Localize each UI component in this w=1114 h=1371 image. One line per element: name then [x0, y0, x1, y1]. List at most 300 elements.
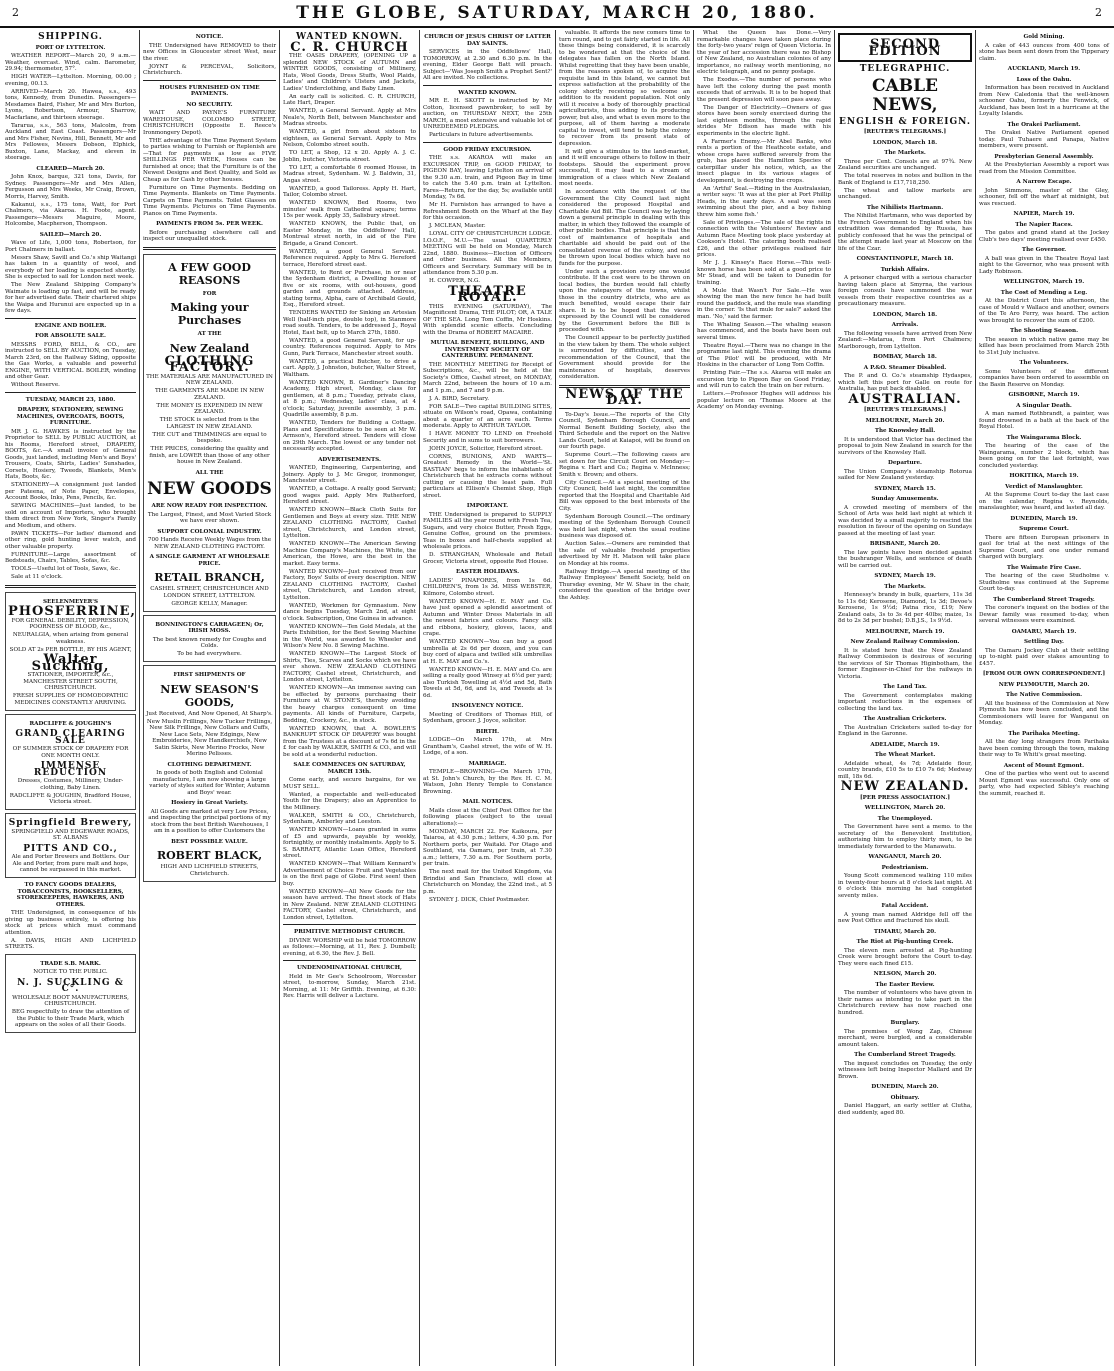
- paragraph: Daniel Haggart, an early settler at Clutha, died suddenly, aged 80.: [838, 1103, 972, 1116]
- paragraph: WANTED, Workmen for Gymnasium. New dance begins Tuesday, March 2nd, at eight o'clock. Subscription, One Guinea in advance.: [283, 602, 416, 622]
- column-1: [2, 30, 139, 1366]
- ad-line: CASHEL STREET, CHRISTCHURCH AND LONDON STREET, LYTTELTON.: [150, 586, 269, 599]
- paragraph: John Simmons, master of the Gley, schooner, fell off the wharf at midnight, but was rescued.: [979, 187, 1109, 207]
- ad-line: The Largest, Finest, and Most Varied Stock we have ever shown.: [147, 511, 272, 524]
- ad-line: FIRST SHIPMENTS OF: [173, 672, 246, 678]
- paragraph: The season in which native game may be killed has been proclaimed from March 25th to 31st July inclusive.: [979, 336, 1109, 356]
- dateline: OAMARU, March 19.: [1011, 628, 1077, 635]
- dateline: DUNEDIN, March 19.: [1010, 515, 1078, 522]
- paragraph: Kakanui, s.s., 175 tons, Watt, for Port Chalmers, via Akaroa. H. Foote, agent. Passengers—Messrs Maguire, Moore, Holcombe, Macpherson, Thompson.: [5, 201, 136, 227]
- dateline: WANGANUI, March 20.: [868, 854, 942, 860]
- subheading: NO SECURITY.: [186, 101, 233, 108]
- subheading: ADVERTISEMENTS.: [318, 456, 381, 463]
- paragraph: WANTED, a good General Servant, for up-country. References required. Apply to Mrs Gunn, Park Terrace, Manchester street south.: [283, 337, 416, 357]
- ad-line: In goods of both English and Colonial manufacture, I am now showing a large variety of styles suited for Winter, Autumn and Boys' wear.: [149, 770, 270, 796]
- paragraph: D. STRANGHAN, Wholesale and Retail Grocer, Victoria street, opposite Red House.: [423, 552, 552, 565]
- dateline: BOMBAY, March 18.: [873, 354, 937, 360]
- subheading: [PER PRESS ASSOCIATION.]: [859, 794, 950, 801]
- subheading: UNDENOMINATIONAL CHURCH,: [297, 965, 402, 971]
- subheading: Departure.: [888, 460, 922, 466]
- dateline: DUNEDIN, March 20.: [871, 1084, 939, 1090]
- subheading: Sunday Amusements.: [871, 496, 939, 502]
- divider: [423, 142, 552, 143]
- paragraph: STATIONERY—A consignment just landed per Pateena, of Note Paper, Envelopes, Account Books, Inks, Pens, Pencils, &c.: [5, 482, 136, 501]
- ad-title: NEW SEASON'S GOODS,: [160, 682, 259, 709]
- second-edition-banner: [838, 33, 972, 62]
- ad-line: SOLD AT 2s PER BOTTLE, BY HIS AGENT,: [9, 646, 132, 653]
- paragraph: At the Presbyterian Assembly a report was read from the Mission Committee.: [979, 162, 1109, 175]
- divider: [5, 392, 136, 393]
- subheading: CLEARED—March 20.: [36, 165, 105, 172]
- paragraph: Printing Fair.—The s.s. Akaroa will make an excursion trip to Pigeon Bay on Good Friday, and will run to catch the train on her return.: [697, 370, 831, 389]
- subheading: The Australian Cricketers.: [863, 716, 947, 722]
- dateline: ADELAIDE, March 19.: [870, 741, 940, 748]
- subheading: NOTICE.: [195, 34, 224, 40]
- paragraph: WANTED KNOWN—You can buy a good umbrella at 2s 6d per dozen, and you can buy cord of alpaca and twilled silk umbrellas at H. E. MAY and Co.'s.: [423, 639, 552, 665]
- page-number-right: 2: [1095, 6, 1102, 19]
- paragraph: THE OASIS DRAPERY, (OPENING UP a splendid NEW STOCK of AUTUMN and WINTER GOODS, consisting of Millinery, Hats, Wool Goods, Dress Stuffs, Wool Plaids, Ladies' and Children's Ulsters and Jackets, Ladies' Underclothing, and Baby Linen.: [283, 53, 416, 92]
- dateline: WELLINGTON, March 20.: [864, 805, 946, 811]
- paragraph: The Nihilist Hartmann, who was deported by the French Government to England when his extradition was demanded by Russia, has publicly confessed that he was the principal of the attempt made last year at Moscow on the life of the Czar.: [838, 213, 972, 252]
- advertisement-brewery: [5, 813, 136, 878]
- subheading: The Markets.: [884, 583, 926, 590]
- ad-line: New Muslin Frillings, New Tucker Frillings, New Silk Frillings, New Collars and Cuffs, New Lace Sets, New Edgings, New Embroideries, New Handkerchiefs, New Satin Skirts, New Merino Frocks, New Merino Pelisses.: [146, 718, 273, 757]
- subheading: The Waingarama Block.: [1006, 434, 1082, 441]
- news-heading: NEWS OF THE DAY.: [565, 386, 684, 408]
- paragraph: Sydenham Borough Council.—The ordinary meeting of the Sydenham Borough Council was held last night, when the usual routine business was disposed of.: [559, 513, 690, 539]
- paragraph: The coroner's inquest on the bodies of the Dewar family was resumed to-day, when several witnesses were examined.: [979, 605, 1109, 624]
- dateline: LONDON, March 18.: [872, 139, 938, 146]
- paragraph: Auction Sales.—Owners are reminded that the sale of valuable freehold properties advertised by Mr H. Matson will take place on Monday at his rooms.: [559, 541, 690, 567]
- dateline: BRISBANE, March 20.: [869, 541, 941, 547]
- paragraph: At the District Court this afternoon, the case of Mould v Wallace and another, owners of the Te Aro Ferry, was heard. The action was brought to recover the sum of £200.: [979, 298, 1109, 324]
- paragraph: WANTED, a good General Servant. Reference required. Apply to Mrs G. Hereford terrace, Hereford street east.: [283, 248, 416, 268]
- subheading: TO FANCY GOODS DEALERS, TOBACCONISTS, BOOKSELLERS, STOREKEEPERS, HAWKERS, AND OTHERS.: [16, 882, 125, 908]
- paragraph: valuable. It affords the new comers time to turn round, and to get fairly started in life. All these things being considered, it is scarcely to be wondered at that the choice of the delegates has fallen on the North Island. Whilst regretting that they have been unable, from the reasons spoken of, to acquire the requisite land in this Island, we cannot but express satisfaction at the probability of the colony shortly receiving so welcome an addition to its resident population. Not only will it receive a body of thoroughly practical agriculturists, thus adding to its producing power, but also, and what is even more to the purpose, all of them having a moderate capital to invest, will tend to help the colony to recover from its present state of depression.: [559, 30, 690, 147]
- paragraph: It is understood that Victor has declined the proposal to join New Zealand in search for the survivors of the Knowsley Hall.: [838, 436, 972, 456]
- divider: [423, 85, 552, 86]
- ad-title: PHOSFERRINE,: [8, 604, 136, 619]
- paragraph: TEMPLE—BROWNING—On March 17th, at St. John's Church, by the Rev. H. C. M. Watson, John Henry Temple to Constance Browning.: [423, 769, 552, 795]
- subheading: EASTER HOLIDAYS.: [455, 569, 520, 575]
- subheading: New Zealand Railway Commission.: [850, 639, 960, 645]
- ad-line: HIGH AND LICHFIELD STREETS, Christchurch.: [160, 864, 259, 877]
- subheading: Arrivals.: [891, 322, 919, 328]
- dateline: SYDNEY, March 19.: [874, 573, 936, 579]
- ad-title: N. J. SUCKLING & C°.: [17, 977, 124, 994]
- paragraph: WANTED, a Cottage. A really good Servant; good wages paid. Apply Mrs Rutherford, Hereford street.: [283, 486, 416, 505]
- section-heading: CABLE NEWS,: [872, 75, 938, 115]
- ad-line: THE GARMENTS ARE MADE IN NEW ZEALAND.: [154, 388, 265, 401]
- ad-line: THE STOCK is selected from is the LARGEST IN NEW ZEALAND.: [159, 417, 260, 430]
- paragraph: WANTED KNOWN—The American Sewing Machine Company's Machines, the White, the American, the Howe, are the best in the market. Easy terms.: [283, 541, 416, 567]
- dateline: LONDON, March 18.: [872, 311, 938, 318]
- subheading: [REUTER'S TELEGRAMS.]: [863, 407, 947, 413]
- subheading: C. R. CHURCH: [290, 39, 409, 55]
- paragraph: The Council appear to be perfectly justified in the view taken by them. The whole subject is surrounded by difficulties, and the recommendation of the Council, that the Government should provide for the maintenance of hospitals, deserves consideration.: [559, 335, 690, 380]
- advertisement-clearing-sale: [5, 714, 136, 811]
- paragraph: Letters.—Professor Hughes will address his popular lecture on 'Thomas Moore at the Academy' on Monday evening.: [697, 391, 831, 410]
- subheading: The Orakei Parliament.: [1007, 121, 1081, 128]
- paragraph: J. MCLEAN, Master.: [429, 223, 486, 229]
- paragraph: It is stated here that the New Zealand Railway Commission is desirous of securing the services of Sir Thomas Higinbotham, the former Engineer-in-Chief for the railways in Victoria.: [838, 647, 972, 680]
- subheading: Pedestrianism.: [881, 864, 929, 871]
- paragraph: Adelaide wheat, 4s 7d; Adelaide flour, country brands, £10 5s to £10 7s 6d; Medway mill, 18s 6d.: [838, 760, 972, 780]
- column-2: [139, 30, 279, 1366]
- ad-title: Walter Suckling,: [31, 652, 110, 674]
- ad-title: RETAIL BRANCH,: [154, 571, 265, 584]
- ad-line: THE MATERIALS ARE MANUFACTURED IN NEW ZEALAND.: [146, 373, 273, 386]
- paragraph: J. A. BIRD, Secretary.: [429, 395, 490, 402]
- ad-line: AT THE: [197, 331, 222, 337]
- paragraph: WANTED KNOWN—That William Kennard's Advertisement of Choice Fruit and Vegetables is on the first page of Globe. First seen! then buy.: [283, 861, 416, 887]
- paragraph: A man named Rothbrandt, a painter, was found drowned in a bath at the back of the Royal Hotel.: [979, 411, 1109, 430]
- subheading: The Unemployed.: [877, 815, 933, 822]
- paragraph: THE advantage of the Time Payment System to parties wishing to Furnish or Replenish are—That for payments as low as FIVE SHILLINGS PER WEEK, Houses can be furnished at once; that the Furniture is of the Newest Designs and Best Quality, and Sold as Cheap as for Cash by other houses.: [143, 137, 276, 183]
- paragraph: LADIES' PINAFORES, from 1s 6d. CHILDREN'S, from 1s 3d. MISS WEBSTER, Kilmore, Colombo street.: [423, 577, 552, 597]
- subheading: DRAPERY, STATIONERY, SEWING MACHINES, OVERCOATS, BOOTS, FURNITURE.: [16, 407, 125, 426]
- subheading: Presbyterian General Assembly.: [994, 153, 1094, 160]
- ad-line: Just Received, And Now Opened, At Sharp's.: [146, 710, 273, 717]
- subheading: HOUSES FURNISHED ON TIME PAYMENTS.: [159, 84, 260, 97]
- paragraph: Young Scott commenced walking 110 miles in twenty-four hours at 8 o'clock last night. At 6 o'clock this morning he had completed seventy miles.: [838, 873, 972, 899]
- paragraph: THE MONTHLY MEETING for Receipt of Subscriptions, &c., will be held at the Society's Office, Cashel street, on MONDAY, March 22nd, between the hours of 10 a.m. and 1 p.m., and 7 and 9 p.m.: [423, 361, 552, 394]
- subheading: Verdict of Manslaughter.: [1005, 483, 1083, 490]
- paragraph: All the day long strangers from Parihaka have been coming through the town, making their way to Te Whiti's great meeting.: [979, 739, 1109, 758]
- section-heading: TELEGRAPHIC.: [859, 64, 951, 74]
- paragraph: H. COWPER, N.G.: [429, 278, 481, 284]
- paragraph: The hearing of the case of the Waingarama, number 2 block, which has been going on for the last fortnight, was concluded yesterday.: [979, 443, 1109, 469]
- paragraph: Railway Bridge.—A special meeting of the Railway Employees' Benefit Society, held on Thursday evening, Mr W. Shaw in the chair, considered the question of the bridge over the Ashley.: [559, 568, 690, 601]
- paragraph: Tararua, s.s., 563 tons, Malcolm, from Auckland and East Coast. Passengers—Mr and Mrs Fisher, Nevins, Hill, Bennett, Mr and Mrs Fellowes, Messrs Dobson, Elphick, Buxton, Lane, Mackay, and eleven in steerage.: [5, 122, 136, 161]
- subheading: GOOD FRIDAY EXCURSION.: [443, 146, 532, 153]
- ad-line: ALL THE: [195, 469, 224, 476]
- paragraph: An 'Artful' Seal.—Riding in the Australasian, a writer says: 'It was at the pier at Port Phillip Heads, in the early days. A seal was seen swimming about the pier, and a boy fishing threw him some fish.': [697, 185, 831, 218]
- paragraph: The Australian Cricketers sailed to-day for England in the Garonne.: [838, 724, 972, 737]
- paragraph: WANTED KNOWN—H. E. MAY and Co. are selling a really good Winsey at 6½d per yard; also Turkish Towelling at 4½d and 5d, Bath Towels at 5d, 6d, and 1s, and Tweeds at 1s 6d.: [423, 666, 552, 699]
- divider: [5, 585, 136, 588]
- paragraph: Furniture on Time Payments. Bedding on Time Payments. Blankets on Time Payments. Carpets on Time Payments. Toilet Glasses on Time Payments. Pictures on Time Payments. Pianos on Time Payments.: [143, 184, 276, 217]
- ad-title: Making your Purchases: [170, 301, 249, 327]
- advertisement-clothing-factory: [143, 254, 276, 612]
- ad-line: THE PRICES, considering the quality and finish, are LOWER than those of any other house in New Zealand.: [149, 446, 270, 465]
- paragraph: The next mail for the United Kingdom, via Brindisi and San Francisco, will close at Christchurch on Monday, the 22nd inst., at 5 p.m.: [423, 869, 552, 895]
- paragraph: In accordance with the request of the Government the City Council last night considered the proposed Hospital and Charitable Aid Bill. The Council was by laying down a general principle in dealing with this matter, in which they followed the example of other public bodies. That principle is that the cost of maintenance of hospitals and charitable aid should be paid out of the consolidated revenue of the colony, and not be thrown upon local bodies which have no funds for the purpose.: [559, 189, 690, 267]
- paragraph: Held in Mr Gee's Schoolroom, Worcester street, to-morrow, Sunday, March 21st. Morning, at 11: Mr Griffith. Evening, at 6.30: Rev. Harris will deliver a Lecture.: [283, 973, 416, 999]
- paragraph: JOYNT & PERCEVAL, Solicitors, Christchurch.: [143, 63, 276, 76]
- paragraph: The premises of Wong Zap, Chinese merchant, were burgled, and a considerable amount taken.: [838, 1028, 972, 1048]
- subheading: PRIMITIVE METHODIST CHURCH.: [294, 929, 405, 935]
- subheading: The Cumberland Street Tragedy.: [993, 596, 1095, 603]
- subheading: BIRTH.: [475, 728, 500, 735]
- subheading: Ascent of Mount Egmont.: [1003, 762, 1085, 769]
- ad-title: NEW GOODS: [147, 479, 272, 499]
- paragraph: WANTED KNOWN, that A. BOWLER'S BANKRUPT STOCK OF DRAPERY was bought from the Trustees at a discount of 7s 6d in the £ for cash by WALKER, SMITH & CO., and will be sold at a wonderful reduction.: [283, 725, 416, 758]
- paragraph: The total reserves in notes and bullion in the Bank of England is £17,718,250.: [838, 173, 972, 186]
- subheading: A P.&O. Steamer Disabled.: [863, 364, 947, 371]
- paragraph: Under such a provision every one would contribute. If the cost were to be thrown on local bodies, the burden would fall chiefly upon the ratepayers of the towns, whilst those in the country districts, who are as much benefited, would escape their fair share. It is to be hoped that the views expressed by the Council will be considered by the Government before the Bill is proceeded with.: [559, 268, 690, 333]
- subheading: PORT OF LYTTELTON.: [35, 44, 106, 51]
- paragraph: Some Volunteers of the different companies have been ordered to assemble on the Basin Reserve on Monday.: [979, 368, 1109, 388]
- subheading: MARRIAGE.: [468, 760, 507, 767]
- paragraph: Sale of Privileges.—The sale of the rights in connection with the Volunteers' Review and Autumn Race Meeting took place yesterday at Cookson's Hotel. The catering booth realised £26, and the other privileges realised fair prices.: [697, 219, 831, 258]
- paragraph: The New Zealand Shipping Company's Waimate is loading up fast, and will be ready for her advertised date. Their chartered ships the Waipa and Hurunui are expected up in a few days.: [5, 282, 136, 314]
- ad-title: PITTS AND CO.,: [23, 843, 118, 854]
- paragraph: Without Reserve.: [11, 382, 60, 388]
- paragraph: An early call is solicited. C. R. CHURCH, Late Hart, Draper.: [283, 93, 416, 106]
- column-4: [419, 30, 555, 1366]
- subheading: A Narrow Escape.: [1016, 179, 1072, 185]
- paragraph: Come early, and secure bargains, for we MUST SELL.: [283, 777, 416, 790]
- paragraph: Mr J. J. Kinsey's Race Horse.—This well-known horse has been sold at a good price to Mr Stead, and will be taken to Dunedin for training.: [697, 260, 831, 286]
- paragraph: WEATHER REPORT—March 20, 9 a.m.—Weather, overcast. Wind, calm. Barometer, 29.94; thermometer, 57°.: [5, 53, 136, 72]
- ad-line: OF SUMMER STOCK OF DRAPERY FOR ONE MONTH ONLY.: [12, 746, 129, 759]
- subheading: TUESDAY, MARCH 23, 1880.: [25, 396, 116, 403]
- subheading: Burglary.: [890, 1020, 920, 1026]
- paragraph: The Oamaru Jockey Club at their settling up to-night paid over stakes amounting to £457.: [979, 647, 1109, 667]
- ad-line: SUPPORT COLONIAL INDUSTRY.: [157, 528, 262, 535]
- subheading: Gold Mining.: [1023, 34, 1065, 40]
- advertisement-phosferrine: [5, 592, 136, 711]
- subheading: The Land Tax.: [883, 684, 927, 690]
- section-heading: AUSTRALIAN.: [848, 391, 962, 407]
- paragraph: DIVINE WORSHIP will be held TOMORROW as follows:—Morning, at 11, Rev. J. Dumbell; evening, at 6.30, the Rev. J. Bell.: [283, 937, 416, 957]
- paragraph: WANTED KNOWN—An immense saving can be effected by persons purchasing their Furniture at W. STONE'S, thereby avoiding the heavy charges consequent on time payments. All kinds of Furniture, Carpets, Bedding, Crockery, &c., in stock.: [283, 685, 416, 724]
- paragraph: FOR SALE—Two capital BUILDING SITES, situate on Wilson's road, Opawa, containing about a quarter of an acre each. Terms moderate. Apply to ARTHUR TAYLOR.: [423, 403, 552, 429]
- paragraph: A Farmer's Enemy.—Mr Abel Banks, who rents a portion of the Heathcote estate, and whose crops have suffered severely from the grub, has placed the Hamilton Species of caterpillar under his notice, which, as the insect plague in its various stages of development, is destroying the crops.: [697, 138, 831, 184]
- paragraph: John Knox, barque, 321 tons, Davis, for Sydney. Passengers—Mr and Mrs Allen, Fergusson and Mrs Weeks, Mr Craig, Brown, Morris, Harvey, Smith.: [5, 174, 136, 200]
- paragraph: WANTED, Engineering, Carpentering, and Joinery. Apply to J. Mc Gregor, ironmonger, Manchester street.: [283, 465, 416, 484]
- paragraph: Particulars in future advertisements.: [429, 132, 534, 138]
- subheading: A Singular Death.: [1016, 402, 1072, 409]
- dateline: NELSON, March 20.: [873, 971, 937, 977]
- ad-line: To be had everywhere.: [177, 651, 242, 657]
- paragraph: WANTED KNOWN—The Largest Stock of Shirts, Ties, Scarves and Socks which we have ever shown. NEW ZEALAND CLOTHING FACTORY, Cashel street, Christchurch, and London street, Lyttelton.: [283, 651, 416, 683]
- ad-line: Ale and Porter Brewers and Bottlers. Our Ale and Porter, from pure malt and hops, cannot be surpassed in this market.: [11, 854, 130, 873]
- subheading: The Native Commission.: [1005, 692, 1083, 698]
- ad-line: CLOTHING DEPARTMENT.: [167, 761, 252, 768]
- dateline: MELBOURNE, March 19.: [865, 628, 945, 635]
- paragraph: TO LET, a comfortable 6 roomed House, in Madras street, Sydenham. W. J. Baldwin, 31, Angas street.: [283, 164, 416, 184]
- paragraph: Three per Cent. Consols are at 97¾. New Zealand securities are unchanged.: [838, 158, 972, 171]
- paragraph: WANTED KNOWN—All New Goods for the season have arrived. The finest stock of Hats in New Zealand. NEW ZEALAND CLOTHING FACTORY, Cashel street, Christchurch, and London street, Lyttelton.: [283, 888, 416, 921]
- paragraph: WANTED, a girl from about sixteen to eighteen, as General Servant. Apply to Mrs Nelson, Colombo street south.: [283, 129, 416, 148]
- paragraph: Supreme Court.—The following cases are set down for the Circuit Court on Monday:—Regina v. Hart and Co.; Regina v. McInness; Smith v. Brown; and others.: [559, 452, 690, 478]
- paragraph: The eleven men arrested at Pig-hunting Creek were brought before the Court to-day. They were each fined £15.: [838, 947, 972, 967]
- paragraph: WANTED KNOWN—H. E. MAY and Co. have just opened a splendid assortment of Autumn and Winter Dress Materials in all the newest fabrics and colours. Fancy silk and ribbons, hosiery, gloves, laces, and crape.: [423, 598, 552, 637]
- paragraph: Information has been received in Auckland from New Caledonia that the well-known schooner Oahu, formerly the Fenwick, of Auckland, has been lost in a hurricane at the Loyalty Islands.: [979, 85, 1109, 117]
- paragraph: WANTED KNOWN, the Public that, on Easter Monday, in the Oddfellows' Hall, Montreal street north, in aid of the Fire Brigade, a Grand Concert.: [283, 221, 416, 247]
- paragraph: The Danger of Electricity.—Owners of gas stores have been sorely exercised during the last eighteen months, through the rapid strides Mr Edison has made with his experiments in the electric light.: [697, 104, 831, 137]
- dateline: CONSTANTINOPLE, March 18.: [856, 256, 954, 262]
- subheading: The Riot at Pig-hunting Creek.: [856, 939, 954, 945]
- advertisement-carrageen: [143, 615, 276, 663]
- paragraph: The Government contemplates making important reductions in the expenses of collecting the land tax.: [838, 692, 972, 712]
- ad-line: GEORGE KELLY, Manager.: [171, 600, 248, 607]
- paragraph: A prisoner charged with a serious character having taken place at Smyrna, the various foreign consuls have summoned the war vessels from their respective countries as a precautionary measure.: [838, 275, 972, 307]
- subheading: The Nihilists Hartmann.: [866, 204, 944, 211]
- paragraph: PAWN TICKETS—For ladies' diamond and other ring, gold hunting lever watch, and other valuable property.: [5, 530, 136, 550]
- ad-title: GRAND CLEARING SALE: [15, 729, 126, 746]
- ad-line: All Goods are marked at very Low Prices, and inspecting the principal portions of my stock from the best British Warehouses, I am in a position to offer Customers the: [148, 808, 271, 834]
- divider: [283, 960, 416, 961]
- paragraph: WANTED, a General Servant. Apply at Mrs Neale's, North Belt, between Manchester and Madras streets.: [283, 108, 416, 127]
- ad-title: A FEW GOOD REASONS: [168, 260, 251, 287]
- paragraph: The wheat and tallow markets are unchanged.: [838, 187, 972, 200]
- subheading: The Knowsley Hall.: [874, 428, 936, 434]
- ad-line: FOR: [202, 290, 217, 297]
- ad-line: THE CUT and TRIMMINGS are equal to bespoke.: [152, 431, 267, 444]
- ad-line: BEST POSSIBLE VALUE.: [171, 838, 248, 845]
- paragraph: TO LET, a Shop, 12 x 20. Apply A. J. C. Joblin, butcher, Victoria street.: [283, 150, 416, 163]
- page-number: 2: [12, 6, 19, 19]
- paragraph: THE Undersigned, in consequence of his giving up business entirely, is offering his stock at prices which must command attention.: [5, 910, 136, 936]
- newspaper-title: THE GLOBE, SATURDAY, MARCH 20, 1880.: [296, 3, 818, 23]
- paragraph: Wave of Life, 1,000 tons, Robertson, for Port Chalmers in ballast.: [5, 240, 136, 253]
- subheading: PAYMENTS FROM 5s. PER WEEK.: [156, 221, 263, 227]
- ad-line: RADCLIFFE & JOUGHIN, Bradford House, Victoria street.: [9, 792, 132, 805]
- subheading: The Waimate Fire Case.: [1006, 564, 1082, 571]
- ad-title: ROBERT BLACK,: [156, 849, 263, 862]
- subheading: [REUTER'S TELEGRAMS.]: [863, 129, 947, 135]
- ad-line: The best known remedy for Coughs and Colds.: [152, 636, 267, 649]
- masthead: [0, 0, 1114, 28]
- trade-mark: TRADE S.B. MARK.: [40, 960, 101, 967]
- paragraph: MR E. H. SKOTT is instructed by Mr Cotton, licensed pawnbroker, to sell by auction, on THURSDAY NEXT, the 25th MARCH, a most extensive and valuable lot of UNREDEEMED PLEDGES.: [423, 98, 552, 130]
- paragraph: The hearing of the case Studholme v. Studholme was continued at the Supreme Court to-day.: [979, 573, 1109, 592]
- section-heading: NEW ZEALAND.: [840, 779, 970, 794]
- paragraph: WALKER, SMITH & CO., Christchurch, Sydenham, Amberley and Leeston.: [283, 812, 416, 825]
- ad-line: NOTICE TO THE PUBLIC.: [33, 969, 108, 975]
- paragraph: A. DAVIS, HIGH AND LICHFIELD STREETS.: [5, 937, 136, 950]
- ad-title: CLOTHING FACTORY.: [164, 353, 255, 375]
- subheading: Fatal Accident.: [881, 903, 929, 909]
- paragraph: The Union Company's steamship Rotorua sailed for New Zealand yesterday.: [838, 468, 972, 481]
- paragraph: LODGE—On March 17th, at Mrs Grantham's, Cashel street, the wife of W. H. Lodge, of a son.: [423, 737, 552, 756]
- paragraph: The gates and grand stand at the Jockey Club's two days' meeting realised over £450.: [979, 230, 1109, 243]
- subheading: MUTUAL BENEFIT, BUILDING, AND INVESTMENT SOCIETY OF CANTERBURY. PERMANENT.: [430, 340, 545, 359]
- ad-line: Dresses, Costumes, Millinery, Under-clothing, Baby Linen.: [17, 778, 124, 791]
- column-5: [555, 30, 693, 1366]
- paragraph: MESSRS FORD, BELL, & CO., are instructed to SELL BY AUCTION, on Tuesday, March 23rd, on the Railway Siding, opposite the Gas Works, a valuable and powerful ENGINE, WITH VERTICAL BOILER, winding and other Gear.: [5, 341, 136, 380]
- subheading: SAILED—March 20.: [39, 231, 102, 238]
- column-3: [279, 30, 419, 1366]
- subheading: The Cost of Mending a Leg.: [1000, 289, 1088, 296]
- paragraph: TENDERS WANTED for Sinking an Artesian Well (half-inch pipe, double top), in Stanmore road south. Tenders, to be addressed J., Royal Hotel, East belt, up to March 27th, 1880.: [283, 310, 416, 336]
- paragraph: ARRIVED—March 20. Hawea, s.s., 493 tons, Kennedy, from Dunedin. Passengers—Mesdames Baird, Fisher, Mr and Mrs Burton, Lyons, Robertson, Armour, Sharrow, Macfarlane, and thirteen steerage.: [5, 88, 136, 121]
- paragraph: WAIT AND PAYNE'S FURNITURE WAREHOUSE, COLOMBO STREET, CHRISTCHURCH (Opposite E. Reece's Ironmongery Depot).: [143, 110, 276, 136]
- edition-heading: SECOND EDITION: [868, 37, 942, 59]
- paragraph: WANTED KNOWN, B. Gardiner's Dancing Academy, High street, Monday, class for gentlemen, at 8 p.m.; Tuesday, private class, at 8 p.m.; Wednesday, ladies' class, at 4 o'clock; Saturday, juvenile assembly, 3 p.m. Quadrille assembly, 8 p.m.: [283, 379, 416, 418]
- subheading: The Shooting Season.: [1009, 328, 1079, 334]
- ad-line: STATIONER, IMPORTER, &c., MANCHESTER STREET SOUTH, CHRISTCHURCH.: [23, 672, 118, 691]
- advertisement-new-goods: [143, 665, 276, 882]
- paragraph: Mails close at the Chief Post Office for the following places (subject to the usual alterations):—: [423, 807, 552, 827]
- subheading: The Easter Review.: [875, 981, 935, 988]
- paragraph: LOYAL CITY OF CHRISTCHURCH LODGE. I.O.O.F., M.U.—The usual QUARTERLY MEETING will be held on Monday, March 22nd, 1880. Business—Election of Officers and other business. All the Members, Officers and Secretary. Summary will be in attendance from 5.30 p.m.: [423, 231, 552, 276]
- subheading: INSOLVENCY NOTICE.: [451, 703, 524, 709]
- divider: [283, 924, 416, 925]
- paragraph: A young man named Aldridge fell off the new Post Office and fractured his skull.: [838, 911, 972, 924]
- subheading: Obituary.: [890, 1094, 920, 1101]
- section-heading: WANTED KNOWN.: [295, 32, 404, 42]
- subheading: Supreme Court.: [1019, 526, 1069, 532]
- paragraph: SERVICES in the Oddfellows' Hall, TOMORROW, at 2.30 and 6.30 p.m. In the evening, Elder George Batt will preach. Subject—'Was Joseph Smith a Prophet Sent?' All are invited. No collections.: [423, 49, 552, 81]
- paragraph: WANTED KNOWN, Bed Rooms, two minutes' walk from Cathedral square; terms 15s per week. Apply 35, Salisbury street.: [283, 200, 416, 219]
- paragraph: Theatre Royal.—There was no change in the programme last night. This evening the drama of 'The Pilot' will be produced, with Mr Hoskins in the character of Long Tom Coffin.: [697, 342, 831, 368]
- paragraph: The Exodus.—The number of persons who have left the colony during the past month exceeds that of arrivals. It is to be hoped that the present depression will soon pass away.: [697, 77, 831, 103]
- subheading: The Markets.: [884, 150, 926, 156]
- dateline: SYDNEY, March 15.: [874, 485, 936, 492]
- paragraph: WANTED KNOWN—Black Cloth Suits for Gentlemen and Boys at every size. THE NEW ZEALAND CLOTHING FACTORY, Cashel street, Christchurch, and London street, Lyttelton.: [283, 507, 416, 539]
- paragraph: The inquest concludes on Tuesday, the only witnesses left being Inspector Mallard and Dr Brown.: [838, 1060, 972, 1080]
- ad-line: SPRINGFIELD AND EDGEWARE ROADS, ST. ALBANS: [11, 828, 130, 841]
- section-heading: ENGLISH & FOREIGN.: [839, 116, 971, 127]
- ad-line: 700 Hands Receive Weekly Wages from the NEW ZEALAND CLOTHING FACTORY.: [147, 537, 272, 550]
- column-6: [693, 30, 834, 1366]
- dateline: WELLINGTON, March 19.: [1003, 279, 1085, 285]
- subheading: The Napier Races.: [1015, 221, 1073, 228]
- paragraph: Meeting of Creditors of Thomas Hill, of Sydenham, grocer. J. Joyce, solicitor.: [423, 711, 552, 724]
- subheading: ENGINE AND BOILER.: [34, 322, 107, 329]
- subheading: MAIL NOTICES.: [462, 799, 513, 805]
- ad-title: BONNINGTON'S CARRAGEEN; Or, IRISH MOSS.: [155, 621, 264, 634]
- ad-line: NEURALGIA, when arising from general weakness.: [12, 632, 129, 645]
- paragraph: Mr H. Furniston has arranged to have a Refreshment Booth on the Wharf at the Bay for this occasion.: [423, 202, 552, 221]
- dateline: MELBOURNE, March 20.: [865, 417, 945, 424]
- ad-line: FOR GENERAL DEBILITY, DEPRESSION, POORNESS OF BLOOD, &c.,: [11, 617, 130, 630]
- paragraph: There are fifteen European prisoners in gaol for trial at the next sittings of the Supreme Court, and one under remand charged with burglary.: [979, 534, 1109, 560]
- subheading: IMPORTANT.: [466, 503, 509, 509]
- paragraph: Messrs Shaw, Savill and Co.'s ship Waitangi has taken in a quantity of wool, and everybody of her loading is expected shortly. She is expected to sail for London next week.: [5, 254, 136, 280]
- paragraph: THIS EVENING (SATURDAY), The Magnificent Drama, THE PILOT; OR, A TALE OF THE SEA. Long Tom Coffin, Mr Hoskins. With splendid scenic effects. Concluding with the Drama of ROBERT MACAIRE.: [423, 303, 552, 336]
- paragraph: HIGH WATER—Lyttelton. Morning, 00.00 ; evening, 00.13.: [5, 74, 136, 87]
- subheading: The Volunteers.: [1019, 360, 1069, 366]
- paragraph: MR J. G. HAWKES is instructed by the Proprietor to SELL by PUBLIC AUCTION, at his Rooms, Hereford street, DRAPERY, BOOTS, &c.—A small invoice of General Goods, just landed, including Men's and Boys' Trousers, Coats, Shirts, Ladies' Sunshades, Corsets, Hosiery, Tweeds, Blankets, Men's Hats, Boots, &c.: [5, 428, 136, 480]
- paragraph: A ball was given in the Theatre Royal last night to the Governor, who was present with Lady Robinson.: [979, 255, 1109, 275]
- ad-line: THE MONEY IS EXPENDED IN NEW ZEALAND.: [156, 402, 263, 415]
- ad-line: RADCLIFFE & JOUGHIN'S: [29, 720, 112, 727]
- paragraph: At the Supreme Court to-day the last case on the calendar, Regina v. Reynolds, manslaughter, was heard, and lasted all day.: [979, 492, 1109, 511]
- paragraph: Before purchasing elsewhere call and inspect our unequalled stock.: [143, 229, 276, 242]
- paragraph: WANTED KNOWN—Ten Gold Medals, at the Paris Exhibition, for the Best Sewing Machine in the World, was awarded to Wheeler and Wilson's New No. 8 Sewing Machine.: [283, 623, 416, 649]
- subheading: [FROM OUR OWN CORRESPONDENT.]: [982, 671, 1106, 677]
- paragraph: It will give a stimulus to the land-market, and it will encourage others to follow in their footsteps. Should the experiment prove successful, it may lead to a stream of immigration of a class which New Zealand most needs.: [559, 148, 690, 187]
- paragraph: TOOLS—Useful lot of Tools, Saws, &c.: [11, 566, 121, 572]
- paragraph: SEWING MACHINES—Just landed, to be sold on account of Importers, who brought them direct from New York, Singer's Family and Medium, and others.: [5, 503, 136, 529]
- paragraph: The Whaling Season.—The whaling season has commenced, and the boats have been out several times.: [697, 321, 831, 341]
- subheading: The Wheat Market.: [874, 752, 936, 758]
- dateline: TIMARU, March 20.: [873, 928, 937, 935]
- paragraph: WANTED, a good Tailoress. Apply H. Hart, Tailor, Colombo street.: [283, 185, 416, 198]
- paragraph: The number of volunteers who have given in their names as intending to take part in the Christchurch review has now reached one hundred.: [838, 990, 972, 1016]
- paragraph: Hennessy's brandy in bulk, quarters, 11s 3d to 11s 6d; Kerosene, Diamond, 1s 3d; Devoe's Kerosene, 1s 9½d; Patna rice, £19; New Zealand oats, 3s to 3s 4d per 40lbs; maize, 1s 8d to 2s 3d per bushel; D.B.J.S., 1s 9½d.: [838, 592, 972, 624]
- paragraph: The Orakei Native Parliament opened today. Paul Tuhaere and Panapa, Native members, were present.: [979, 130, 1109, 149]
- ad-line: A SINGLE GARMENT AT WHOLESALE PRICE.: [149, 554, 270, 567]
- column-7: [834, 30, 975, 1366]
- paragraph: THE Undersigned is prepared to SUPPLY FAMILIES all the year round with Fresh Tea, Sugars, and very choice Butter, Fresh Eggs, Genuine Coffee, ground on the premises. Teas in boxes and half-chests supplied at wholesale prices.: [423, 511, 552, 550]
- ad-title: Springfield Brewery,: [8, 818, 133, 828]
- dateline: HOKITIKA, March 19.: [1009, 473, 1079, 479]
- paragraph: I HAVE MONEY TO LEND on Freehold Security and in sums to suit borrowers.: [423, 431, 552, 444]
- paragraph: A crowded meeting of members of the School of Arts was held last night at which it was decided by a small majority to rescind the resolution in favour of the opening on Sundays passed at the meeting of last year.: [838, 504, 972, 537]
- paragraph: The P. and O. Co.'s steamship Hydaspes, which left this port for Galle on route for Australia, has put back disabled.: [838, 373, 972, 392]
- paragraph: The law points have been decided against the bushranger Wells, and sentence of death will be carried out.: [838, 549, 972, 569]
- ad-title: New Zealand: [169, 341, 250, 355]
- ad-line: WHOLESALE BOOT MANUFACTURERS, CHRISTCHURCH.: [12, 994, 129, 1007]
- subheading: FOR ABSOLUTE SALE.: [35, 333, 106, 339]
- dateline: NEW PLYMOUTH, March 20.: [998, 681, 1090, 688]
